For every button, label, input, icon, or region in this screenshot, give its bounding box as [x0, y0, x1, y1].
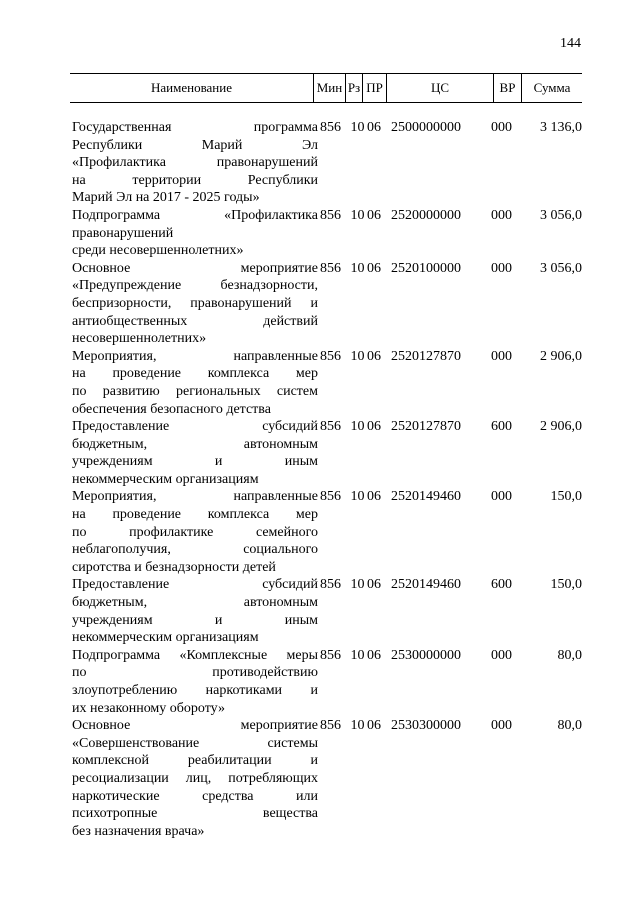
- row-name-line: обеспечения безопасного детства: [72, 401, 271, 417]
- row-name: [70, 576, 318, 646]
- row-min: 856: [320, 348, 341, 364]
- row-name: [70, 647, 318, 717]
- table-row: [70, 647, 582, 717]
- row-name-line: бюджетным, автономным: [72, 595, 318, 611]
- row-cs: 2520000000: [391, 207, 461, 223]
- row-pr: 06: [367, 348, 381, 364]
- row-min: 856: [320, 260, 341, 276]
- row-cs: 2500000000: [391, 120, 461, 135]
- page-number: 144: [560, 36, 581, 51]
- table-row: [70, 717, 582, 840]
- row-min: 856: [320, 647, 341, 663]
- row-name-line: по противодействию: [72, 665, 318, 681]
- row-min: 856: [320, 718, 341, 734]
- row-name-line: психотропные вещества: [72, 806, 318, 822]
- table-row: [70, 418, 582, 488]
- row-sum: 2 906,0: [540, 348, 582, 364]
- row-name-line: антиобщественных действий: [72, 313, 318, 329]
- row-rz: 10: [350, 489, 365, 505]
- row-name-line: без назначения врача»: [72, 823, 205, 839]
- table-row: [70, 348, 582, 418]
- row-name: [70, 119, 318, 207]
- row-cs: 2520149460: [391, 577, 461, 593]
- row-cs: 2520149460: [391, 489, 461, 505]
- row-rz: 10: [350, 348, 365, 364]
- header-rz: Рз: [346, 74, 363, 102]
- row-sum: 2 906,0: [540, 419, 582, 435]
- row-vr: 000: [491, 207, 512, 223]
- row-cs: 2530300000: [391, 718, 461, 734]
- row-sum: 3 056,0: [540, 260, 582, 276]
- row-name-line: бюджетным, автономным: [72, 436, 318, 452]
- row-name-line: на территории Республики: [72, 172, 318, 188]
- row-pr: 06: [367, 260, 381, 276]
- table-row: [70, 260, 582, 348]
- row-rz: 10: [350, 647, 365, 663]
- row-rz: 10: [350, 718, 365, 734]
- row-cs: 2520127870: [391, 348, 461, 364]
- row-sum: 3 056,0: [540, 207, 582, 223]
- header-name: Наименование: [70, 74, 314, 102]
- row-sum: 150,0: [550, 489, 582, 505]
- row-name-line: Республики Марий Эл: [72, 137, 318, 153]
- row-name-line: «Предупреждение безнадзорности,: [72, 278, 318, 294]
- row-name-line: по развитию региональных систем: [72, 383, 318, 399]
- header-cs: ЦС: [387, 74, 494, 102]
- row-name-line: Подпрограмма «Профилактика: [72, 207, 318, 223]
- row-name: [70, 488, 318, 576]
- row-pr: 06: [367, 419, 381, 435]
- row-pr: 06: [367, 489, 381, 505]
- row-name-line: среди несовершеннолетних»: [72, 243, 244, 259]
- row-name-line: «Совершенствование системы: [72, 735, 318, 751]
- row-name-line: Основное мероприятие: [72, 260, 318, 276]
- row-vr: 000: [491, 647, 512, 663]
- row-name-line: наркотические средства или: [72, 788, 318, 804]
- row-vr: 600: [491, 419, 512, 435]
- row-name-line: учреждениям и иным: [72, 454, 318, 470]
- table-row: [70, 207, 582, 260]
- row-pr: 06: [367, 718, 381, 734]
- row-name-line: некоммерческим организациям: [72, 471, 259, 487]
- row-name: [70, 348, 318, 418]
- row-vr: 600: [491, 577, 512, 593]
- row-pr: 06: [367, 120, 381, 135]
- row-name-line: на проведение комплекса мер: [72, 507, 318, 523]
- row-name-line: некоммерческим организациям: [72, 630, 259, 646]
- row-name-line: Государственная программа: [72, 120, 318, 135]
- row-vr: 000: [491, 489, 512, 505]
- header-sum: Сумма: [533, 80, 571, 95]
- row-name-line: Предоставление субсидий: [72, 577, 318, 593]
- budget-table: [70, 73, 582, 840]
- row-name-line: неблагополучия, социального: [72, 542, 318, 558]
- row-pr: 06: [367, 207, 381, 223]
- row-cs: 2520127870: [391, 419, 461, 435]
- header-min: Мин: [314, 74, 346, 102]
- row-name-line: беспризорности, правонарушений и: [72, 295, 318, 311]
- table-header: [70, 73, 582, 103]
- row-rz: 10: [350, 577, 365, 593]
- row-sum: 80,0: [557, 718, 582, 734]
- row-vr: 000: [491, 348, 512, 364]
- row-name: [70, 260, 318, 348]
- row-vr: 000: [491, 260, 512, 276]
- row-sum: 3 136,0: [540, 120, 582, 135]
- row-vr: 000: [491, 718, 512, 734]
- row-name-line: Подпрограмма «Комплексные меры: [72, 647, 318, 663]
- header-vr: ВР: [494, 74, 522, 102]
- row-name-line: по профилактике семейного: [72, 524, 318, 540]
- row-min: 856: [320, 207, 341, 223]
- row-name-line: учреждениям и иным: [72, 612, 318, 628]
- row-name-line: ресоциализации лиц, потребляющих: [72, 770, 318, 786]
- row-name-line: Мероприятия, направленные: [72, 348, 318, 364]
- row-name-line: на проведение комплекса мер: [72, 366, 318, 382]
- row-rz: 10: [350, 260, 365, 276]
- row-name-line: несовершеннолетних»: [72, 331, 207, 347]
- row-name: [70, 207, 318, 260]
- row-name: [70, 717, 318, 840]
- row-min: 856: [320, 120, 341, 135]
- row-name-line: сиротства и безнадзорности детей: [72, 559, 276, 575]
- row-min: 856: [320, 419, 341, 435]
- row-pr: 06: [367, 647, 381, 663]
- row-cs: 2530000000: [391, 647, 461, 663]
- row-name-line: Предоставление субсидий: [72, 419, 318, 435]
- row-sum: 150,0: [550, 577, 582, 593]
- row-name-line: Основное мероприятие: [72, 718, 318, 734]
- table-row: [70, 119, 582, 207]
- table-row: [70, 576, 582, 646]
- header-pr: ПР: [363, 74, 387, 102]
- row-rz: 10: [350, 207, 365, 223]
- row-name-line: «Профилактика правонарушений: [72, 155, 318, 171]
- row-name-line: правонарушений: [72, 225, 174, 241]
- row-pr: 06: [367, 577, 381, 593]
- row-name-line: Мероприятия, направленные: [72, 489, 318, 505]
- row-cs: 2520100000: [391, 260, 461, 276]
- row-name-line: их незаконному обороту»: [72, 700, 226, 716]
- row-min: 856: [320, 489, 341, 505]
- row-vr: 000: [491, 120, 512, 135]
- row-name-line: злоупотреблению наркотиками и: [72, 683, 318, 698]
- row-name-line: комплексной реабилитации и: [72, 753, 318, 769]
- row-rz: 10: [350, 120, 365, 135]
- row-name-line: Марий Эл на 2017 - 2025 годы»: [72, 190, 260, 206]
- table-row: [70, 488, 582, 576]
- row-name: [70, 418, 318, 488]
- table-body: [70, 119, 582, 840]
- row-sum: 80,0: [557, 647, 582, 663]
- row-rz: 10: [350, 419, 365, 435]
- row-min: 856: [320, 577, 341, 593]
